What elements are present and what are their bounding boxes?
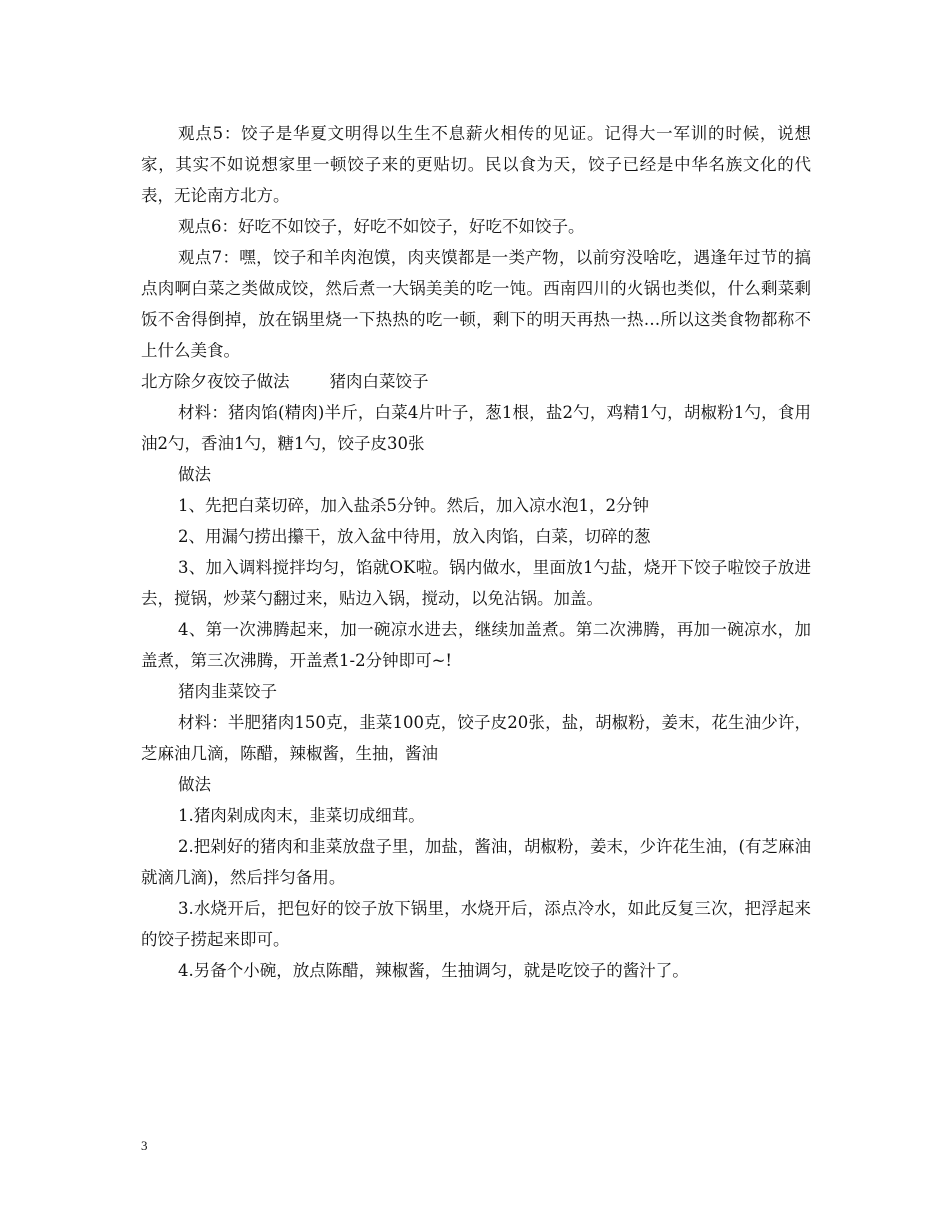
recipe2-step-1: 1.猪肉剁成肉末，韭菜切成细茸。 [178, 806, 425, 825]
recipe1-step-4: 4、第一次沸腾起来，加一碗凉水进去，继续加盖煮。第二次沸腾，再加一碗凉水，加盖煮，第三次沸腾，开盖煮1-2分钟即可~! [141, 620, 811, 670]
recipe2-step-4: 4.另备个小碗，放点陈醋，辣椒酱，生抽调匀，就是吃饺子的酱汁了。 [178, 961, 689, 980]
recipe2-step-3: 3.水烧开后，把包好的饺子放下锅里，水烧开后，添点冷水，如此反复三次，把浮起来的饺子捞起来即可。 [141, 899, 811, 949]
recipe2-title: 猪肉韭菜饺子 [178, 682, 277, 701]
recipe2-step-2: 2.把剁好的猪肉和韭菜放盘子里，加盐，酱油，胡椒粉，姜末，少许花生油，(有芝麻油就滴几滴)，然后拌匀备用。 [141, 837, 811, 887]
recipe1-step-2: 2、用漏勺捞出攥干，放入盆中待用，放入肉馅，白菜，切碎的葱 [178, 527, 651, 546]
recipe1-materials: 材料：猪肉馅(精肉)半斤，白菜4片叶子，葱1根，盐2勺，鸡精1勺，胡椒粉1勺，食用油2勺，香油1勺，糖1勺，饺子皮30张 [141, 403, 811, 453]
paragraph-viewpoint-6: 观点6：好吃不如饺子，好吃不如饺子，好吃不如饺子。 [178, 217, 585, 236]
section-heading [141, 366, 811, 397]
recipe2-materials: 材料：半肥猪肉150克，韭菜100克，饺子皮20张，盐，胡椒粉，姜末，花生油少许，芝麻油几滴，陈醋，辣椒酱，生抽，酱油 [141, 713, 811, 763]
section-heading-title: 北方除夕夜饺子做法 [141, 372, 290, 391]
recipe2-method-label: 做法 [178, 775, 211, 794]
recipe1-step-1: 1、先把白菜切碎，加入盐杀5分钟。然后，加入凉水泡1，2分钟 [178, 496, 649, 515]
document-body [141, 118, 811, 986]
page-number: 3 [141, 1138, 148, 1153]
paragraph-viewpoint-7: 观点7：嘿，饺子和羊肉泡馍，肉夹馍都是一类产物，以前穷没啥吃，遇逢年过节的搞点肉啊白菜之类做成饺，然后煮一大锅美美的吃一饨。西南四川的火锅也类似，什么剩菜剩饭不舍得倒掉，放在锅里烧一下热热的吃一顿，剩下的明天再热一热…所以这类食物都称不上什么美食。 [141, 248, 811, 360]
paragraph-viewpoint-5: 观点5：饺子是华夏文明得以生生不息薪火相传的见证。记得大一军训的时候，说想家，其实不如说想家里一顿饺子来的更贴切。民以食为天，饺子已经是中华名族文化的代表，无论南方北方。 [141, 124, 811, 205]
recipe1-method-label: 做法 [178, 465, 211, 484]
section-heading-subtitle: 猪肉白菜饺子 [329, 372, 429, 391]
recipe1-step-3: 3、加入调料搅拌均匀，馅就OK啦。锅内做水，里面放1勺盐，烧开下饺子啦饺子放进去，搅锅，炒菜勺翻过来，贴边入锅，搅动，以免沾锅。加盖。 [141, 558, 811, 608]
